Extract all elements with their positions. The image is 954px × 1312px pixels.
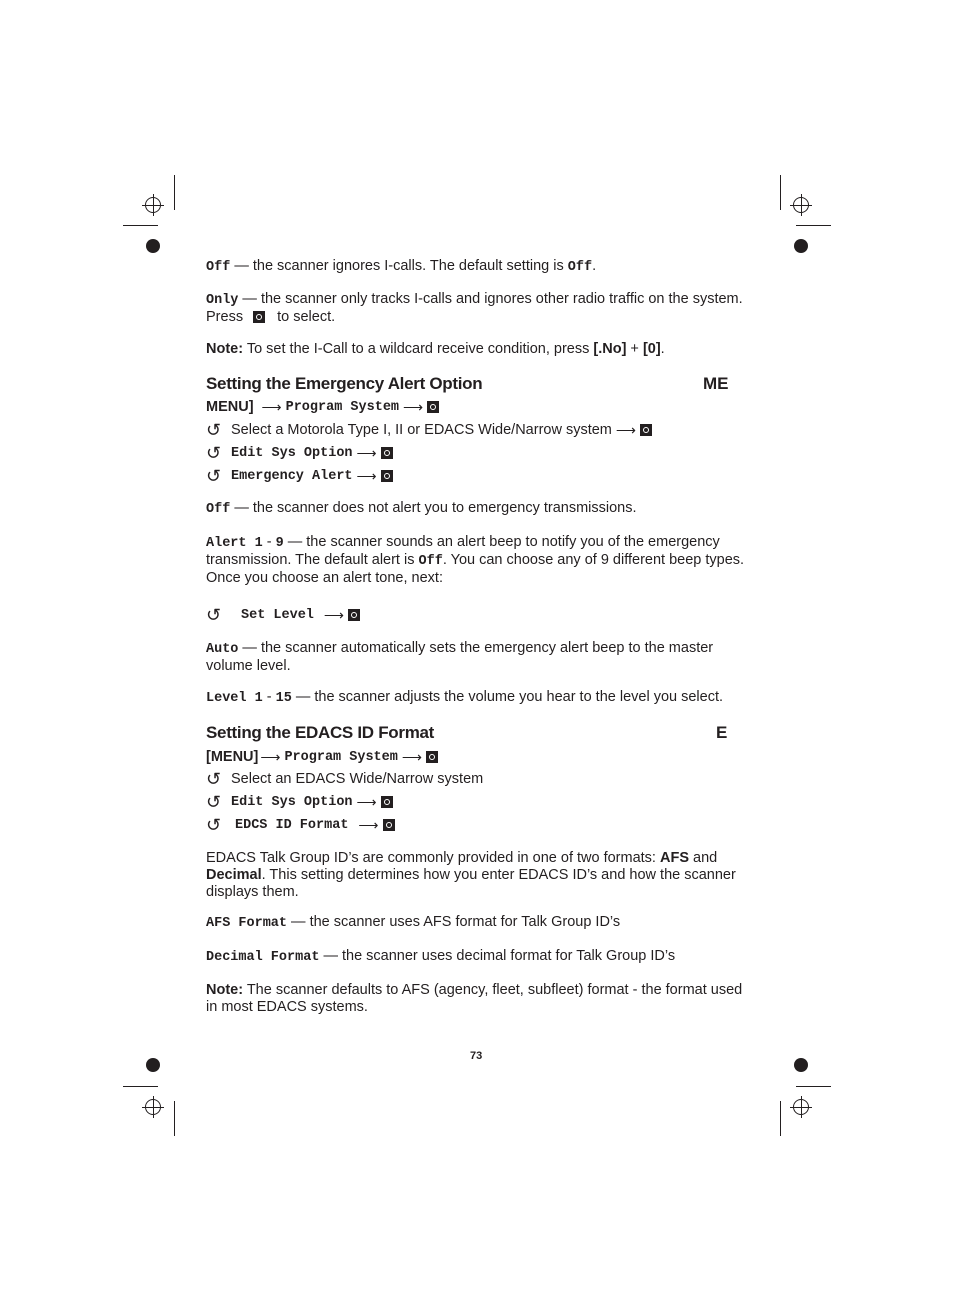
crop-mark [780,175,781,210]
code-text: Alert 1 [206,536,263,551]
menu-item: Program System [284,749,398,765]
step-line [206,815,395,835]
registration-mark-icon [793,1099,809,1115]
registration-mark-icon [793,197,809,213]
step-line [206,792,393,812]
menu-item: Program System [285,399,400,415]
menu-item: Edit Sys Option [231,794,353,810]
code-text: Only [206,293,239,308]
crop-mark [123,225,158,226]
bullet-mark-icon [794,239,808,253]
crop-mark [123,1086,158,1087]
menu-path: MENU] ⟶ Program System ⟶ [206,397,439,417]
note-paragraph: Note: To set the I-Call to a wildcard receive condition, press [.No] + [0]. [206,341,665,357]
crop-mark [796,1086,831,1087]
page-number: 73 [470,1050,483,1062]
crop-mark [796,225,831,226]
right-arrow-icon: ⟶ [356,793,377,810]
right-arrow-icon: ⟶ [261,398,282,415]
right-arrow-icon: ⟶ [401,748,422,765]
bullet-mark-icon [794,1058,808,1072]
registration-mark-icon [145,1099,161,1115]
rotary-knob-icon: ↺ [206,769,222,789]
code-text: Off [206,502,231,517]
menu-item: EDCS ID Format [235,817,349,833]
right-arrow-icon: ⟶ [323,606,344,623]
bullet-mark-icon [146,239,160,253]
only-paragraph: Only — the scanner only tracks I-calls and ignores other radio traffic on the system. Press to select. [206,291,743,325]
right-arrow-icon: ⟶ [358,816,379,833]
rotary-knob-icon: ↺ [206,443,222,463]
code-text: Decimal Format [206,950,320,965]
rotary-knob-icon: ↺ [206,466,222,486]
formats-paragraph: EDACS Talk Group ID’s are commonly provided in one of two formats: AFS and Decimal. This setting determines how you enter EDACS ID’s and how the scanner displays them. [206,850,736,900]
enter-button-icon [381,470,393,482]
enter-button-icon [640,424,652,436]
section-heading-tab: E [716,723,728,742]
right-arrow-icon: ⟶ [356,467,377,484]
afs-paragraph: AFS Format — the scanner uses AFS format for Talk Group ID’s [206,914,621,931]
menu-item: Edit Sys Option [231,445,353,461]
code-text: Off [418,554,443,569]
menu-item: Set Level [241,607,314,623]
code-text: Level 1 [206,691,263,706]
step-line [206,466,393,486]
section-heading: Setting the Emergency Alert Option [206,374,483,393]
crop-mark [174,1101,175,1136]
crop-mark [780,1101,781,1136]
menu-path: [MENU] ⟶ Program System ⟶ [206,747,438,767]
rotary-knob-icon: ↺ [206,815,222,835]
enter-button-icon [427,401,439,413]
code-text: 9 [275,536,284,551]
right-arrow-icon: ⟶ [403,398,424,415]
bullet-mark-icon [146,1058,160,1072]
off-paragraph: Off — the scanner ignores I-calls. The default setting is Off. [206,258,597,275]
level-paragraph: Level 1 - 15 — the scanner adjusts the volume you hear to the level you select. [206,689,724,706]
enter-button-icon [253,311,265,323]
step-line: ↺ Select an EDACS Wide/Narrow system [206,769,484,789]
enter-button-icon [381,796,393,808]
rotary-knob-icon: ↺ [206,605,222,625]
section-heading-tab: ME [703,374,729,393]
enter-button-icon [381,447,393,459]
off-paragraph: Off — the scanner does not alert you to emergency transmissions. [206,500,637,517]
step-line: ↺ Select a Motorola Type I, II or EDACS Wide/Narrow system ⟶ [206,420,652,440]
decimal-paragraph: Decimal Format — the scanner uses decimal format for Talk Group ID’s [206,948,676,965]
enter-button-icon [348,609,360,621]
right-arrow-icon: ⟶ [615,421,636,438]
rotary-knob-icon: ↺ [206,420,222,440]
enter-button-icon [426,751,438,763]
code-text: 15 [275,691,292,706]
crop-mark [174,175,175,210]
code-text: AFS Format [206,916,288,931]
code-text: Off [206,260,231,275]
auto-paragraph: Auto — the scanner automatically sets the emergency alert beep to the master volume level. [206,640,714,674]
registration-mark-icon [145,197,161,213]
section-heading: Setting the EDACS ID Format [206,723,435,742]
enter-button-icon [383,819,395,831]
right-arrow-icon: ⟶ [356,444,377,461]
menu-item: Emergency Alert [231,468,353,484]
note-paragraph: Note: The scanner defaults to AFS (agency, fleet, subfleet) format - the format used in most EDACS systems. [206,982,743,1015]
step-line [206,443,393,463]
code-text: Off [567,260,593,275]
code-text: Auto [206,642,239,657]
rotary-knob-icon: ↺ [206,792,222,812]
step-line [206,605,360,625]
right-arrow-icon: ⟶ [260,748,281,765]
alert-paragraph: Alert 1 - 9 — the scanner sounds an alert beep to notify you of the emergency transmission. The default alert is Off. You can choose any of 9 different beep types. Once you choose an alert tone, next: [206,534,745,586]
